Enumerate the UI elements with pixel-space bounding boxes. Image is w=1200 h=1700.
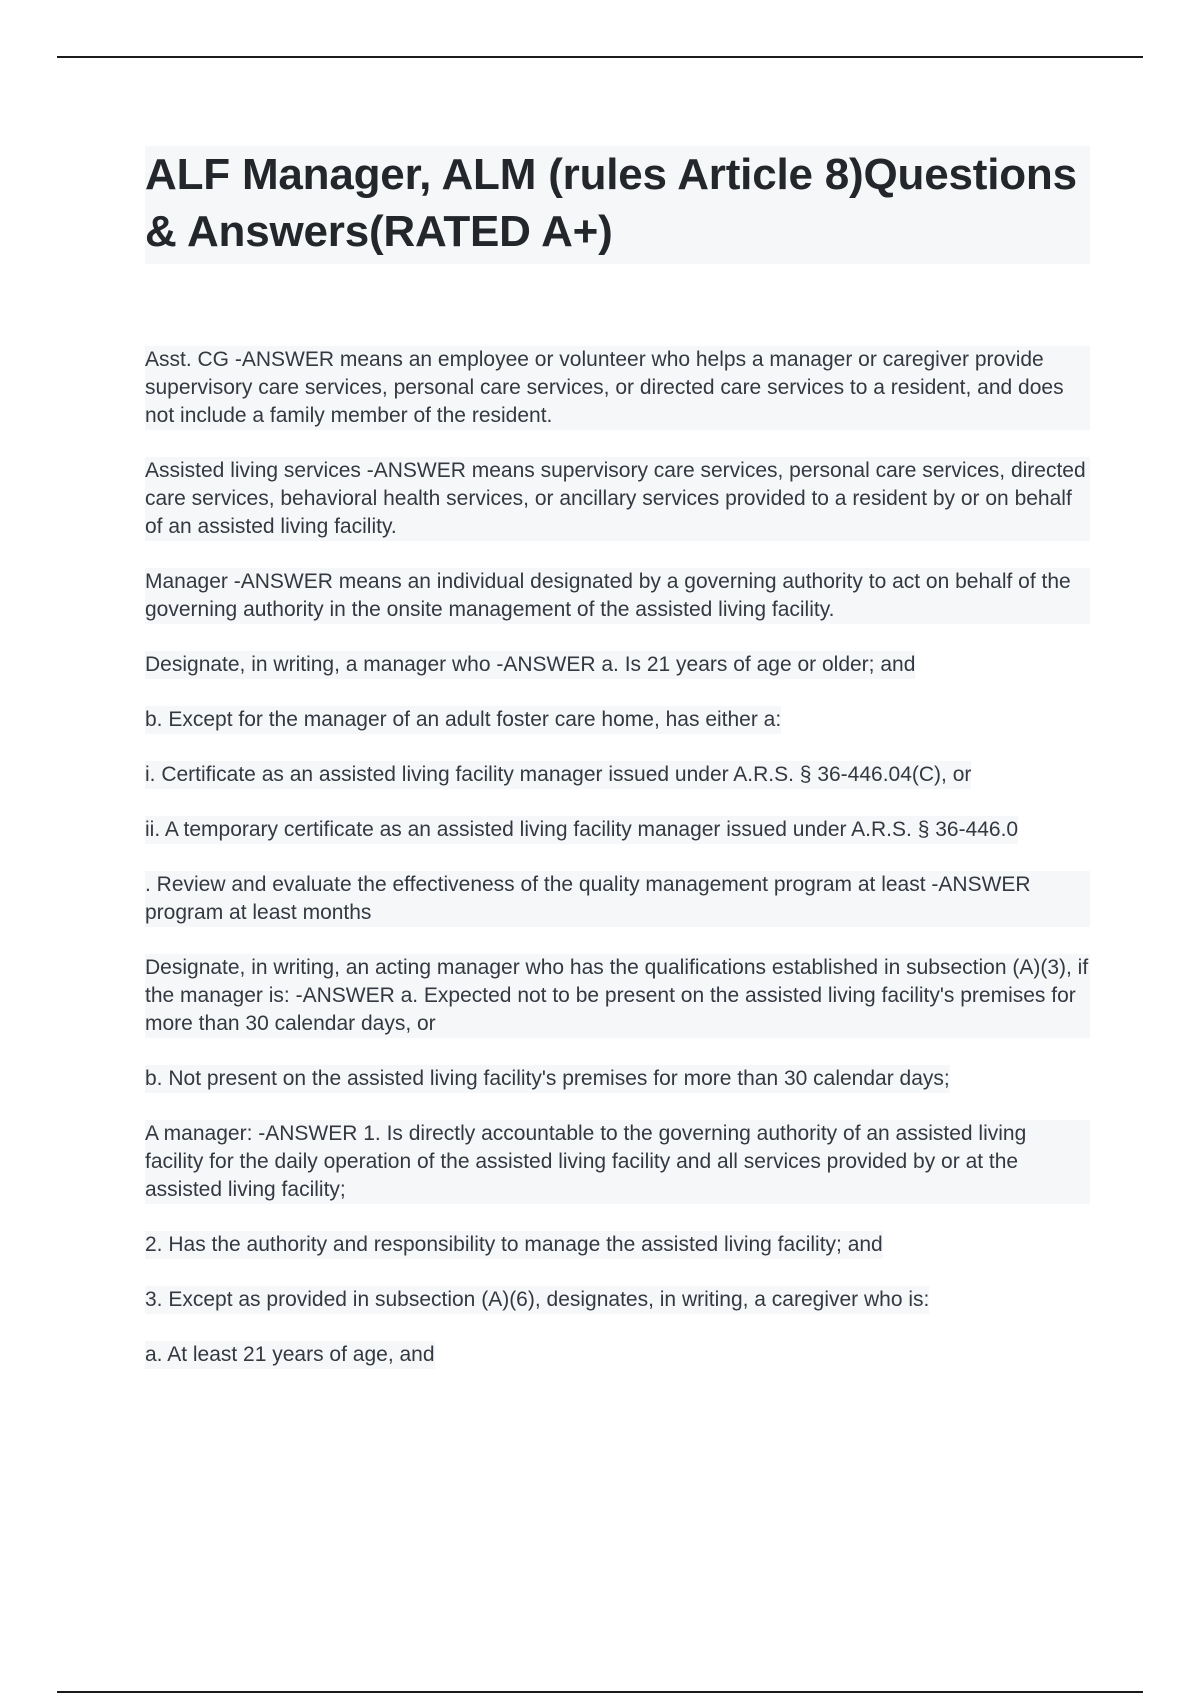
bottom-rule	[57, 1691, 1143, 1693]
title-block	[145, 146, 1090, 264]
qa-paragraph: a. At least 21 years of age, and	[145, 1341, 435, 1369]
qa-paragraph: b. Except for the manager of an adult foster care home, has either a:	[145, 706, 781, 734]
qa-paragraph: Assisted living services -ANSWER means supervisory care services, personal care services, directed care services, behavioral health services, or ancillary services provided to a resident by or on behalf of an assisted living facility.	[145, 457, 1090, 541]
qa-paragraph: b. Not present on the assisted living facility's premises for more than 30 calendar days;	[145, 1065, 950, 1093]
qa-list	[145, 346, 1090, 1369]
qa-paragraph: ii. A temporary certificate as an assisted living facility manager issued under A.R.S. § 36-446.0	[145, 816, 1018, 844]
document-title: ALF Manager, ALM (rules Article 8)Questions & Answers(RATED A+)	[145, 150, 1077, 256]
qa-paragraph: Asst. CG -ANSWER means an employee or volunteer who helps a manager or caregiver provide supervisory care services, personal care services, or directed care services to a resident, and does not include a family member of the resident.	[145, 346, 1090, 430]
qa-paragraph: 3. Except as provided in subsection (A)(6), designates, in writing, a caregiver who is:	[145, 1286, 929, 1314]
qa-paragraph: Designate, in writing, a manager who -ANSWER a. Is 21 years of age or older; and	[145, 651, 915, 679]
qa-paragraph: A manager: -ANSWER 1. Is directly accountable to the governing authority of an assisted living facility for the daily operation of the assisted living facility and all services provided by or at the assisted living facility;	[145, 1120, 1090, 1204]
qa-paragraph: Designate, in writing, an acting manager who has the qualifications established in subsection (A)(3), if the manager is: -ANSWER a. Expected not to be present on the assisted living facility's premises for more than 30 calendar days, or	[145, 954, 1090, 1038]
qa-paragraph: i. Certificate as an assisted living facility manager issued under A.R.S. § 36-446.04(C), or	[145, 761, 971, 789]
qa-paragraph: . Review and evaluate the effectiveness of the quality management program at least -ANSWER program at least months	[145, 871, 1090, 927]
qa-paragraph: 2. Has the authority and responsibility to manage the assisted living facility; and	[145, 1231, 883, 1259]
document-body	[145, 146, 1090, 1396]
top-rule	[57, 56, 1143, 58]
qa-paragraph: Manager -ANSWER means an individual designated by a governing authority to act on behalf of the governing authority in the onsite management of the assisted living facility.	[145, 568, 1090, 624]
